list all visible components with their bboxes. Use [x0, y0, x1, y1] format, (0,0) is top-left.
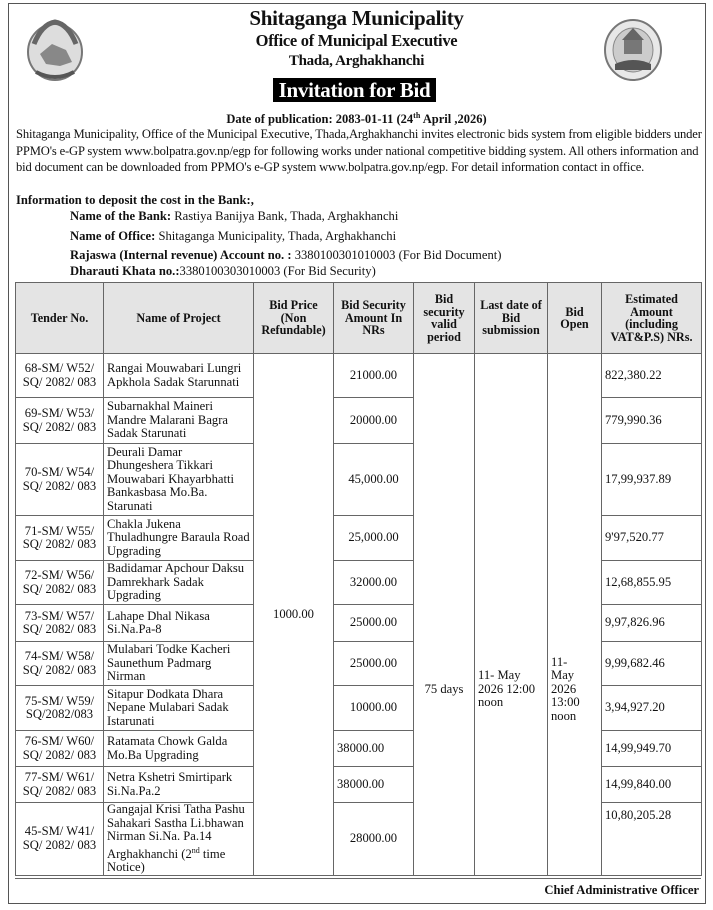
header-bid-open: Bid Open [548, 283, 602, 354]
header-estimated-amount: Estimated Amount (including VAT&P.S) NRs. [602, 283, 702, 354]
bid-security: 21000.00 [334, 354, 414, 398]
project-name-text: Deurali Damar Dhungeshera Tikkari Mouwabari Khayarbhatti Bankasbasa Mo.Ba. Starunati [107, 444, 234, 513]
tender-no: 70-SM/ W54/ SQ/ 2082/ 083 [16, 444, 104, 516]
signature-title: Chief Administrative Officer [544, 883, 699, 897]
tender-no: 77-SM/ W61/ SQ/ 2082/ 083 [16, 767, 104, 803]
bid-security: 10000.00 [334, 686, 414, 731]
tender-no: 72-SM/ W56/ SQ/ 2082/ 083 [16, 561, 104, 605]
table-header-row [16, 283, 702, 354]
estimated-amount: 12,68,855.95 [602, 561, 702, 605]
estimated-amount: 9'97,520.77 [602, 516, 702, 561]
project-name-text: Subarnakhal Maineri Mandre Malarani Bagra Sadak Starunati [107, 399, 228, 441]
tender-no: 71-SM/ W55/ SQ/ 2082/ 083 [16, 516, 104, 561]
tender-no: 68-SM/ W52/ SQ/ 2082/ 083 [16, 354, 104, 398]
tender-no: 74-SM/ W58/ SQ/ 2082/ 083 [16, 642, 104, 686]
bid-security: 25000.00 [334, 605, 414, 642]
estimated-amount: 3,94,927.20 [602, 686, 702, 731]
intro-paragraph: Shitaganga Municipality, Office of the Municipal Executive, Thada,Arghakhanchi invites electronic bids system from eligible bidders under PPMO's e-GP system www.bolpatra.gov.np/egp for following works under national competitive bidding system. All others information and bid document can be downloaded from PPMO's e-GP system www.bolpatra.gov.np/egp. For detail information contact in office. [16, 127, 702, 174]
municipality-name: Shitaganga Municipality [249, 6, 464, 30]
project-name [104, 561, 254, 605]
estimated-amount: 822,380.22 [602, 354, 702, 398]
header-validity: Bid security valid period [414, 283, 475, 354]
project-name [104, 731, 254, 767]
office-info: Name of Office: Shitaganga Municipality, Thada, Arghakhanchi [70, 229, 397, 243]
bid-security: 25,000.00 [334, 516, 414, 561]
estimated-amount: 14,99,840.00 [602, 767, 702, 803]
estimated-amount: 14,99,949.70 [602, 731, 702, 767]
bid-security: 45,000.00 [334, 444, 414, 516]
bid-security: 32000.00 [334, 561, 414, 605]
project-name [104, 642, 254, 686]
header-bid-price: Bid Price (Non Refundable) [254, 283, 334, 354]
project-name-text: Gangajal Krisi Tatha Pashu Sahakari Sastha Li.bhawan Nirman Si.Na. Pa.14 Arghakhanchi (2 [107, 802, 245, 861]
header-bid-security: Bid Security Amount In NRs [334, 283, 414, 354]
tender-no: 69-SM/ W53/ SQ/ 2082/ 083 [16, 398, 104, 444]
estimated-amount: 10,80,205.28 [602, 803, 702, 876]
tender-no: 75-SM/ W59/ SQ/2082/083 [16, 686, 104, 731]
tender-no: 73-SM/ W57/ SQ/ 2082/ 083 [16, 605, 104, 642]
project-name-text: Rangai Mouwabari Lungri Apkhola Sadak Starunnati [107, 361, 242, 389]
publication-date: Date of publication: 2083-01-11 (24th April ,2026) [226, 111, 487, 127]
last-submission-date: 11- May 2026 12:00 noon [475, 354, 548, 876]
bank-info-heading: Information to deposit the cost in the Bank:, [16, 193, 254, 207]
bid-security: 28000.00 [334, 803, 414, 876]
project-name-text: Sitapur Dodkata Dhara Nepane Mulabari Sadak Istarunati [107, 686, 229, 728]
estimated-amount: 17,99,937.89 [602, 444, 702, 516]
estimated-amount: 9,99,682.46 [602, 642, 702, 686]
project-name [104, 803, 254, 876]
bid-security: 25000.00 [334, 642, 414, 686]
office-location: Thada, Arghakhanchi [288, 53, 425, 69]
header-last-date: Last date of Bid submission [475, 283, 548, 354]
estimated-amount: 9,97,826.96 [602, 605, 702, 642]
office-name: Office of Municipal Executive [255, 31, 458, 50]
bid-security: 38000.00 [334, 731, 414, 767]
project-name-text: Chakla Jukena Thuladhungre Baraula Road Upgrading [107, 516, 250, 558]
project-name [104, 767, 254, 803]
project-name [104, 444, 254, 516]
bank-name: Name of the Bank: Rastiya Banijya Bank, Thada, Arghakhanchi [70, 209, 399, 223]
project-name-text: Lahape Dhal Nikasa Si.Na.Pa-8 [107, 608, 210, 636]
estimated-amount: 779,990.36 [602, 398, 702, 444]
tender-no: 45-SM/ W41/ SQ/ 2082/ 083 [16, 803, 104, 876]
revenue-account: Rajaswa (Internal revenue) Account no. : 3380100301010003 (For Bid Document) [70, 248, 502, 262]
project-name-text: Mulabari Todke Kacheri Saunethum Padmarg Nirman [107, 642, 231, 684]
project-name-text: Ratamata Chowk Galda Mo.Ba Upgrading [107, 734, 228, 762]
tender-no: 76-SM/ W60/ SQ/ 2082/ 083 [16, 731, 104, 767]
project-name-text: Netra Kshetri Smirtipark Si.Na.Pa.2 [107, 770, 233, 798]
project-name [104, 354, 254, 398]
project-name [104, 605, 254, 642]
bid-price: 1000.00 [254, 354, 334, 876]
project-name [104, 398, 254, 444]
table-row [16, 354, 702, 398]
project-name [104, 686, 254, 731]
project-name-text: Badidamar Apchour Daksu Damrekhark Sadak Upgrading [107, 561, 245, 603]
project-name-sup: nd [191, 845, 200, 855]
header-tender-no: Tender No. [16, 283, 104, 354]
project-name [104, 516, 254, 561]
bid-security: 38000.00 [334, 767, 414, 803]
project-name-tail: time Notice) [107, 846, 226, 875]
bid-open-date: 11- May 2026 13:00 noon [548, 354, 602, 876]
tender-table [15, 282, 702, 876]
bid-validity: 75 days [414, 354, 475, 876]
header-project-name: Name of Project [104, 283, 254, 354]
notice-title: Invitation for Bid [273, 78, 436, 102]
table-footer-line [15, 878, 701, 879]
security-account: Dharauti Khata no.:3380100303010003 (For Bid Security) [70, 264, 376, 278]
bid-security: 20000.00 [334, 398, 414, 444]
